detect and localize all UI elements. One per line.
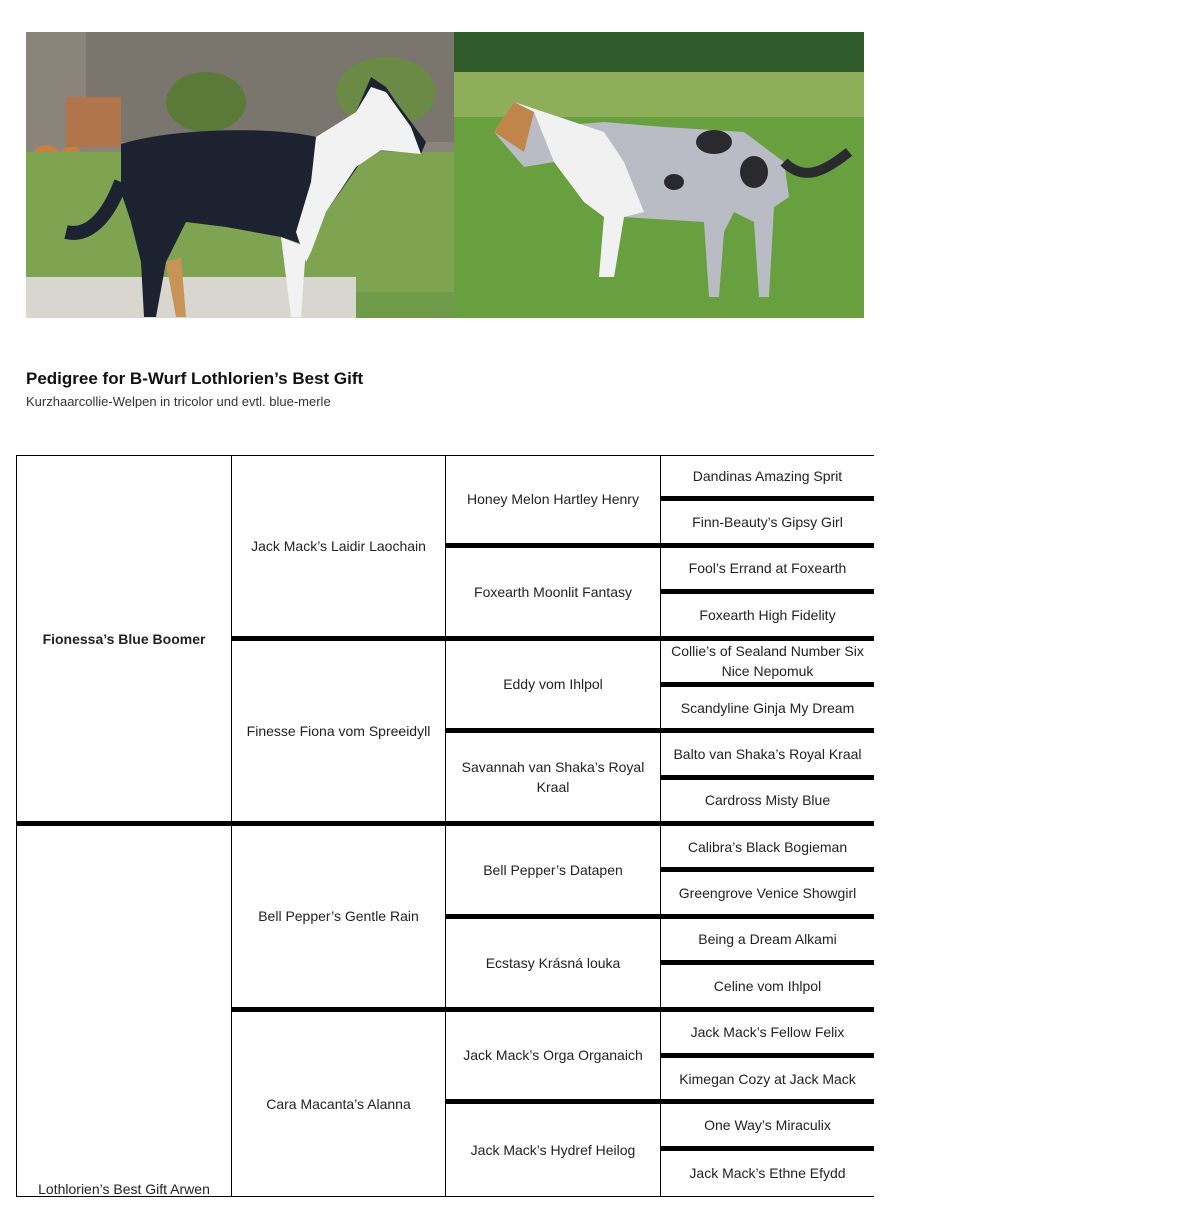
great-grandparent-cell: Ecstasy Krásná louka: [445, 919, 660, 1012]
sire-cell: Fionessa’s Blue Boomer: [16, 455, 231, 826]
great-great-grandparent-cell: Greengrove Venice Showgirl: [660, 872, 874, 918]
great-great-grandparent-cell: Collie’s of Sealand Number Six Nice Nepomuk: [660, 641, 874, 687]
pedigree-table: [16, 455, 874, 1197]
page-title: Pedigree for B-Wurf Lothlorien’s Best Gift: [26, 369, 364, 388]
great-great-grandparent-cell: Calibra’s Black Bogieman: [660, 826, 874, 872]
great-great-grandparent-cell: Balto van Shaka’s Royal Kraal: [660, 733, 874, 779]
tricolor-collie-photo: [26, 32, 454, 318]
great-grandparent-cell: Honey Melon Hartley Henry: [445, 455, 660, 548]
grandparent-cell: Bell Pepper’s Gentle Rain: [231, 826, 445, 1012]
great-grandparent-cell: Foxearth Moonlit Fantasy: [445, 548, 660, 641]
great-great-grandparent-cell: Fool’s Errand at Foxearth: [660, 548, 874, 594]
blue-merle-collie-photo: [454, 32, 864, 318]
grandparent-cell: Cara Macanta’s Alanna: [231, 1012, 445, 1198]
tricolor-smooth-collie-photo-icon: [26, 32, 454, 318]
grandparent-cell: Jack Mack’s Laidir Laochain: [231, 455, 445, 641]
page-subtitle: Kurzhaarcollie-Welpen in tricolor und evtl. blue-merle: [26, 394, 331, 408]
great-grandparent-cell: Jack Mack’s Hydref Heilog: [445, 1104, 660, 1197]
great-grandparent-cell: Bell Pepper’s Datapen: [445, 826, 660, 919]
dam-cell: Lothlorien’s Best Gift Arwen: [16, 826, 231, 1197]
great-great-grandparent-cell: Cardross Misty Blue: [660, 780, 874, 826]
great-great-grandparent-cell: Jack Mack’s Fellow Felix: [660, 1012, 874, 1058]
great-great-grandparent-cell: Dandinas Amazing Sprit: [660, 455, 874, 501]
great-grandparent-cell: Savannah van Shaka’s Royal Kraal: [445, 733, 660, 826]
great-great-grandparent-cell: Scandyline Ginja My Dream: [660, 687, 874, 733]
great-great-grandparent-cell: Jack Mack’s Ethne Efydd: [660, 1151, 874, 1197]
great-great-grandparent-cell: Celine vom Ihlpol: [660, 965, 874, 1011]
great-great-grandparent-cell: Kimegan Cozy at Jack Mack: [660, 1058, 874, 1104]
great-great-grandparent-cell: One Way’s Miraculix: [660, 1104, 874, 1150]
great-great-grandparent-cell: Foxearth High Fidelity: [660, 594, 874, 640]
grandparent-cell: Finesse Fiona vom Spreeidyll: [231, 641, 445, 827]
blue-merle-smooth-collie-photo-icon: [454, 32, 864, 318]
great-great-grandparent-cell: Finn-Beauty’s Gipsy Girl: [660, 501, 874, 547]
great-grandparent-cell: Jack Mack’s Orga Organaich: [445, 1012, 660, 1105]
great-grandparent-cell: Eddy vom Ihlpol: [445, 641, 660, 734]
great-great-grandparent-cell: Being a Dream Alkami: [660, 919, 874, 965]
